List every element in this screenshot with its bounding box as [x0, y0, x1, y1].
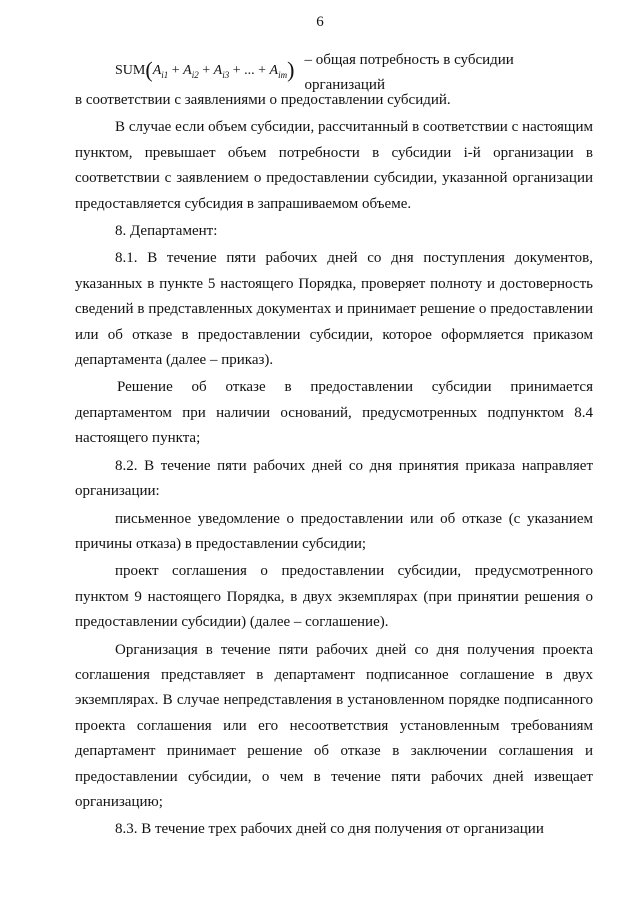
formula-term-2: A	[183, 62, 192, 78]
formula-term-m-sub: im	[278, 69, 288, 80]
paragraph: 8.2. В течение пяти рабочих дней со дня принятия приказа направляет организации:	[75, 457, 593, 500]
formula-plus: +	[232, 62, 241, 78]
formula-plus: +	[202, 62, 211, 78]
paragraph: проект соглашения о предоставлении субсидии, предусмотренного пунктом 9 настоящего Порядка, в двух экземплярах (при принятии решения о предоставлении субсидии) (далее – соглашение).	[75, 563, 593, 631]
document-body	[75, 51, 593, 845]
formula-term-3-sub: i3	[222, 69, 230, 80]
formula-term-m: A	[269, 62, 279, 78]
paragraph: в соответствии с заявлениями о предоставлении субсидий.	[75, 92, 451, 108]
formula-term-1-sub: i1	[161, 69, 169, 80]
paragraph: 8.1. В течение пяти рабочих дней со дня поступления документов, указанных в пункте 5 настоящего Порядка, проверяет полноту и достоверность сведений в представленных документах и принимает решение о предоставлении или об отказе в предоставлении субсидии, которое оформляется приказом департамента (далее – приказ).	[75, 250, 593, 369]
formula-func: SUM	[115, 62, 146, 78]
formula-plus: +	[171, 62, 180, 78]
paragraph: В случае если объем субсидии, рассчитанный в соответствии с настоящим пунктом, превышает объем потребности в субсидии i-й организации в соответствии с заявлением о предоставлении субсидии, указанной организации предоставляется субсидия в запрашиваемом объеме.	[75, 119, 593, 212]
formula-term-3: A	[213, 62, 223, 78]
paragraph: 8.3. В течение трех рабочих дней со дня получения от организации	[115, 821, 544, 838]
formula-plus: +	[258, 62, 267, 78]
sum-formula	[115, 58, 294, 88]
formula-term-2-sub: i2	[191, 69, 199, 80]
paragraph: 8. Департамент:	[115, 223, 218, 240]
formula-close-paren: )	[287, 56, 295, 82]
formula-term-1: A	[152, 62, 162, 78]
formula-line	[75, 51, 593, 93]
page-number: 6	[316, 14, 324, 30]
formula-description: – общая потребность в субсидии организаций	[304, 51, 514, 93]
paragraph: письменное уведомление о предоставлении или об отказе (с указанием причины отказа) в предоставлении субсидии;	[75, 510, 593, 552]
formula-ellipsis: ...	[244, 62, 255, 78]
formula-open-paren: (	[145, 56, 153, 82]
paragraph: Организация в течение пяти рабочих дней со дня получения проекта соглашения представляет в департамент подписанное соглашение в двух экземплярах. В случае непредставления в установленном порядке подписанного проекта соглашения или его несоответствия установленным требованиям департамент принимает решение об отказе в заключении соглашения и предоставлении субсидии, о чем в течение пяти рабочих дней извещает организацию;	[75, 641, 593, 810]
paragraph: Решение об отказе в предоставлении субсидии принимается департаментом при наличии оснований, предусмотренных подпунктом 8.4 настоящего пункта;	[75, 379, 593, 447]
